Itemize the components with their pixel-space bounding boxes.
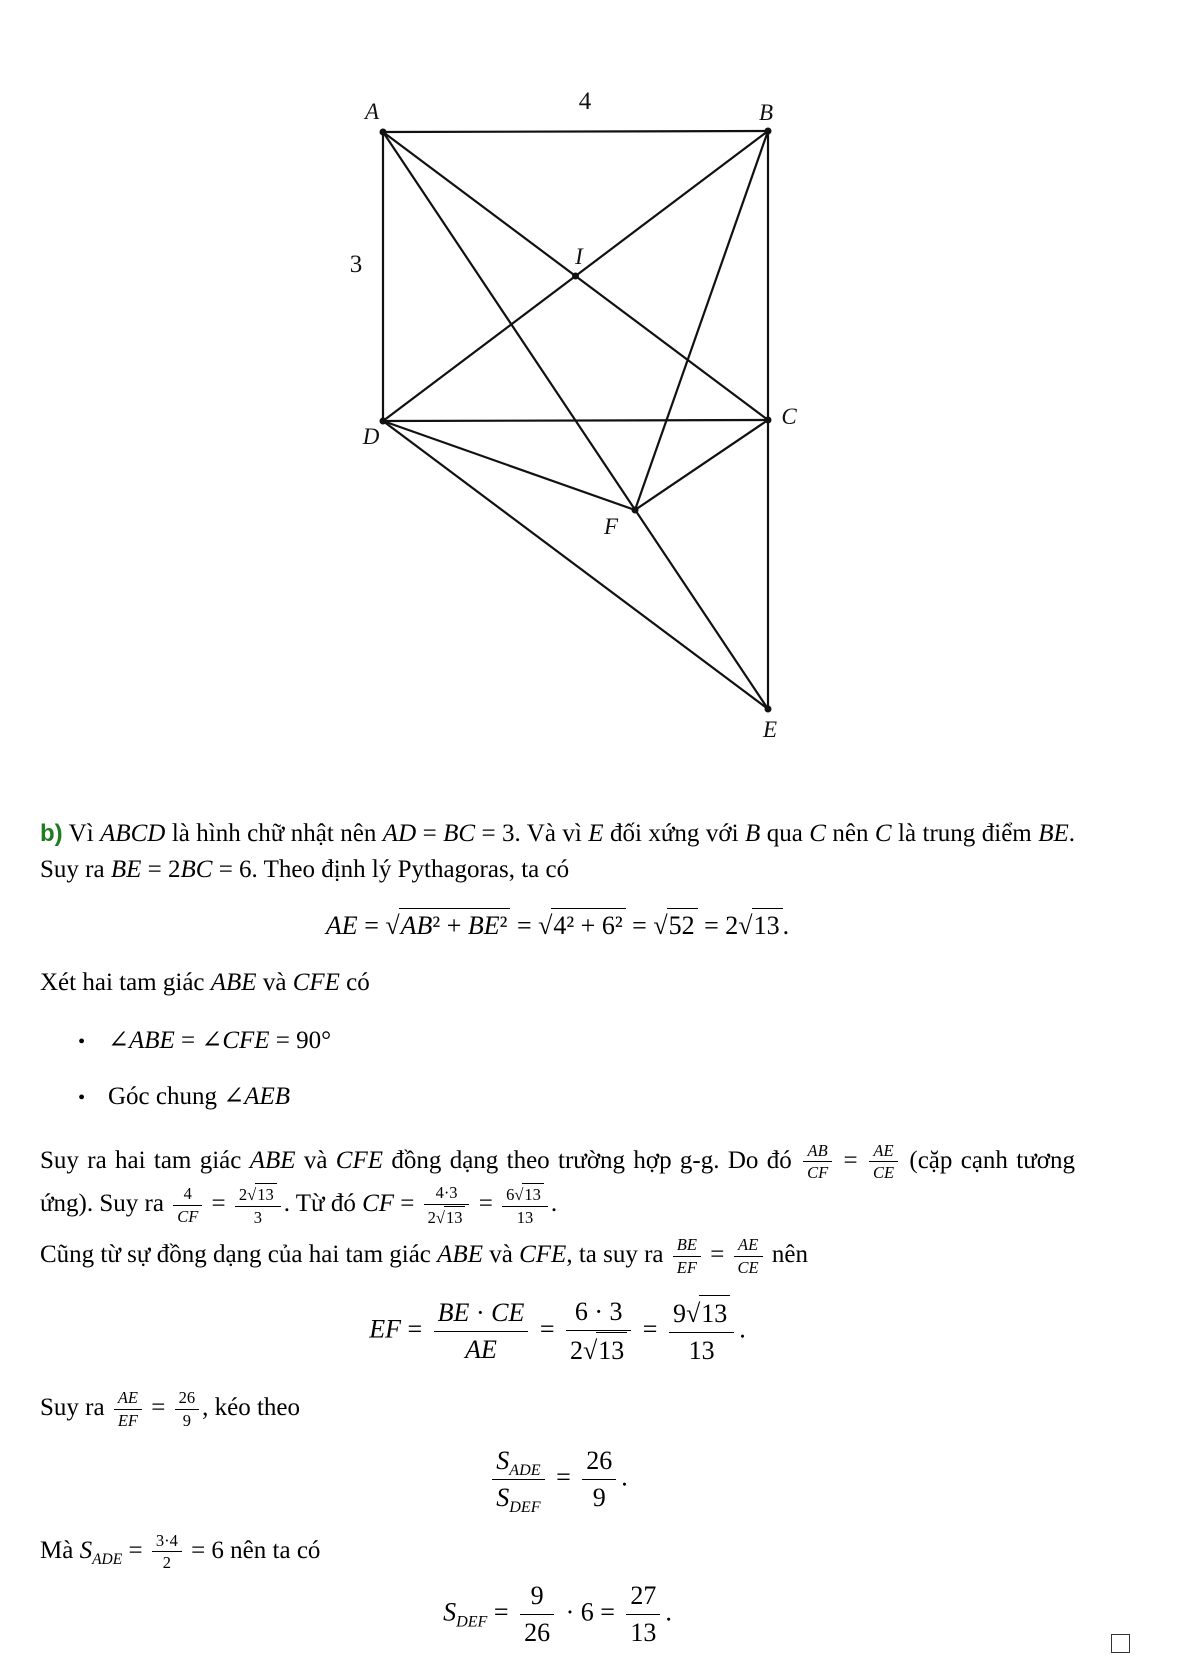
text-run: = <box>394 1189 421 1217</box>
text-run: . <box>665 1597 672 1627</box>
sqrt-radical <box>385 908 510 943</box>
figure-label-I: I <box>575 244 583 269</box>
math-fraction <box>673 1235 701 1277</box>
fraction-denominator <box>235 1207 281 1227</box>
text-run: 2 <box>162 1553 171 1573</box>
text-run: = 2 <box>697 911 739 940</box>
radicand <box>551 908 625 943</box>
math-var: AE <box>117 1388 138 1408</box>
radicand <box>596 1332 627 1368</box>
fraction-denominator <box>673 1257 701 1277</box>
fraction-numerator <box>669 1295 734 1333</box>
text-run: 52 <box>668 911 695 940</box>
math-fraction <box>175 1388 200 1430</box>
text-run: 26 <box>178 1388 196 1408</box>
radical-sign-icon: √ <box>583 1336 598 1365</box>
paragraph-b-text <box>40 820 1075 883</box>
figure-label-A: A <box>364 99 380 124</box>
text-run: (cặp cạnh tương ứng). Suy ra <box>40 1146 1075 1217</box>
math-var: CFE <box>222 1026 270 1054</box>
math-var: BC <box>443 820 476 847</box>
text-run: nên <box>825 820 875 847</box>
point-dot-I <box>572 273 579 280</box>
figure-label-4: 4 <box>578 88 592 115</box>
text-run: = 6 nên ta có <box>184 1536 321 1564</box>
text-run: . <box>782 911 790 940</box>
radicand <box>752 908 783 943</box>
equation-area-ratio <box>40 1444 1075 1515</box>
math-var: ABE <box>437 1240 483 1268</box>
text-run: ² <box>499 911 508 940</box>
math-var: CFE <box>519 1240 567 1268</box>
fraction-denominator <box>492 1480 544 1515</box>
math-var: EF <box>676 1257 697 1277</box>
text-run: Cũng từ sự đồng dạng của hai tam giác <box>40 1240 438 1268</box>
math-fraction <box>114 1388 142 1430</box>
math-fraction <box>626 1579 660 1650</box>
figure-label-B: B <box>758 100 774 125</box>
math-var: BE <box>110 856 142 883</box>
text-run: Suy ra hai tam giác <box>40 1146 250 1174</box>
math-var: AB <box>400 911 433 940</box>
fraction-denominator <box>626 1615 660 1650</box>
text-run: · 6 = <box>559 1597 622 1627</box>
point-dot-A <box>380 129 387 136</box>
text-run: 13 <box>753 911 780 940</box>
math-var: BE <box>467 911 500 940</box>
text-run: 4·3 <box>435 1183 458 1203</box>
fraction-numerator <box>173 1184 202 1205</box>
sqrt-radical <box>738 908 782 943</box>
text-run: có <box>339 968 370 996</box>
radical-sign-icon: √ <box>385 911 400 940</box>
figure-label-F: F <box>603 514 619 539</box>
fraction-denominator <box>869 1162 898 1182</box>
text-run: 9 <box>530 1580 544 1610</box>
figure-label-D: D <box>362 424 380 449</box>
qed-box <box>1111 1634 1130 1653</box>
point-dot-D <box>380 418 387 425</box>
fraction-denominator <box>734 1257 763 1277</box>
sqrt-radical <box>653 908 697 943</box>
math-var: EF <box>369 1314 401 1344</box>
text-run: 4² + 6² <box>553 911 623 940</box>
figure-label-C: C <box>781 404 797 429</box>
math-var: BE <box>437 1298 470 1328</box>
text-run: và <box>256 968 293 996</box>
text-run: 3 <box>253 1207 262 1227</box>
fraction-denominator <box>520 1615 554 1650</box>
text-run: 2 <box>570 1336 584 1365</box>
sqrt-radical <box>583 1332 627 1368</box>
sqrt-radical <box>686 1295 730 1331</box>
math-var: BE <box>676 1235 697 1255</box>
text-run: 26 <box>524 1617 551 1647</box>
math-var: CE <box>737 1257 759 1277</box>
math-var: S <box>496 1482 510 1512</box>
fraction-numerator <box>566 1295 631 1331</box>
radicand <box>667 908 698 943</box>
equation-EF <box>40 1295 1075 1368</box>
text-run: DEF <box>456 1613 488 1631</box>
text-run: = <box>510 911 539 940</box>
paragraph-ma-sade <box>40 1529 1075 1573</box>
text-run: 3·4 <box>155 1530 178 1550</box>
fraction-denominator <box>582 1480 616 1515</box>
math-var: S <box>443 1597 457 1627</box>
fraction-numerator <box>869 1141 898 1162</box>
segment-DF <box>383 421 635 510</box>
text-run: 13 <box>257 1185 274 1205</box>
math-var: AE <box>738 1235 759 1255</box>
text-run: = <box>625 911 654 940</box>
text-run: = <box>401 1314 429 1344</box>
text-run: 6 · 3 <box>574 1297 623 1327</box>
math-var: CFE <box>292 968 340 996</box>
text-run: = <box>145 1393 172 1421</box>
text-run: = <box>205 1189 232 1217</box>
radicand <box>399 908 511 943</box>
math-var: BC <box>180 856 213 883</box>
text-run: 26 <box>586 1446 613 1476</box>
point-dot-F <box>632 507 639 514</box>
math-fraction <box>235 1183 281 1227</box>
text-run: 4 <box>183 1184 192 1204</box>
text-run: = <box>636 1314 664 1344</box>
math-subscript <box>509 1462 540 1479</box>
fraction-numerator <box>424 1183 470 1204</box>
text-run: và <box>295 1146 336 1174</box>
math-fraction <box>869 1141 898 1183</box>
equation-AE <box>40 908 1075 943</box>
text-run: 2 <box>238 1185 248 1205</box>
math-var: ABCD <box>100 820 166 847</box>
fraction-denominator <box>803 1162 832 1182</box>
geometry-figure <box>320 85 810 750</box>
math-fraction <box>424 1183 470 1227</box>
text-run: 9 <box>672 1299 686 1329</box>
math-fraction <box>734 1235 763 1277</box>
text-run: là hình chữ nhật nên <box>165 820 383 847</box>
math-var: CF <box>807 1163 829 1183</box>
math-fraction <box>566 1295 631 1368</box>
fraction-denominator <box>175 1410 200 1430</box>
text-run: qua <box>760 820 810 847</box>
fraction-numerator <box>492 1444 544 1480</box>
radical-sign-icon: √ <box>738 911 753 940</box>
math-var: C <box>874 820 892 847</box>
radical-sign-icon: √ <box>653 911 668 940</box>
math-fraction <box>492 1444 544 1515</box>
math-subscript <box>456 1613 487 1630</box>
text-run: 13 <box>701 1299 728 1329</box>
radicand <box>699 1295 730 1331</box>
math-var: S <box>496 1446 510 1476</box>
math-subscript <box>509 1499 540 1516</box>
text-run: = 6. Theo định lý Pythagoras, ta có <box>212 856 570 883</box>
text-run: Góc chung ∠ <box>108 1082 245 1110</box>
radical-sign-icon: √ <box>685 1299 701 1329</box>
radical-sign-icon: √ <box>435 1207 445 1227</box>
math-var: S <box>79 1536 93 1564</box>
geometry-figure-area <box>0 0 1200 760</box>
math-subscript <box>92 1551 122 1568</box>
math-fraction <box>173 1184 202 1226</box>
bullet-icon: • <box>78 1086 86 1109</box>
bullet-common-angle-text <box>108 1083 290 1110</box>
text-run: 13 <box>688 1336 715 1365</box>
math-var: ABE <box>210 968 257 996</box>
text-run: 13 <box>516 1207 534 1227</box>
fraction-denominator <box>566 1331 631 1368</box>
text-run: 9 <box>592 1482 606 1512</box>
math-var: AEB <box>244 1082 291 1110</box>
text-run: ADE <box>92 1550 123 1568</box>
math-var: AD <box>382 820 417 847</box>
text-run: 13 <box>598 1336 625 1365</box>
text-run: ∠ <box>108 1026 129 1054</box>
fraction-denominator <box>114 1410 142 1430</box>
segment-BF <box>635 131 768 510</box>
text-run: = <box>549 1462 578 1492</box>
math-fraction <box>502 1183 548 1227</box>
text-run: đối xứng với <box>603 820 745 847</box>
text-run: = 2 <box>141 856 181 883</box>
text-run: = 3. Và vì <box>475 820 589 847</box>
text-run: . Từ đó <box>283 1189 363 1217</box>
math-var: BE <box>1038 820 1069 847</box>
text-run: Vì <box>62 820 101 847</box>
text-run: ADE <box>509 1462 541 1480</box>
text-run: = <box>122 1536 149 1564</box>
paragraph-cung-tu <box>40 1233 1075 1277</box>
text-run: = ∠ <box>174 1026 223 1054</box>
math-fraction <box>434 1296 529 1367</box>
math-var: EF <box>117 1410 138 1430</box>
text-run: 9 <box>182 1410 191 1430</box>
bullet-item-angles <box>78 1023 1075 1060</box>
text-run: , ta suy ra <box>566 1240 670 1268</box>
math-var: AE <box>873 1140 894 1160</box>
math-var: ABE <box>128 1026 175 1054</box>
fraction-denominator <box>502 1207 548 1227</box>
math-fraction <box>152 1531 182 1573</box>
fraction-numerator <box>175 1388 200 1409</box>
point-dot-C <box>765 417 772 424</box>
point-dot-B <box>765 128 772 135</box>
text-run: DEF <box>509 1499 541 1517</box>
fraction-numerator <box>152 1531 182 1552</box>
fraction-numerator <box>235 1183 281 1206</box>
solution-text <box>40 816 1075 1649</box>
fraction-denominator <box>424 1205 470 1227</box>
math-var: B <box>744 820 761 847</box>
text-run: 6 <box>506 1185 515 1205</box>
fraction-numerator <box>734 1235 763 1256</box>
text-run: ² + <box>432 911 468 940</box>
fraction-numerator <box>803 1141 832 1162</box>
text-run: đồng dạng theo trường hợp g-g. Do đó <box>383 1146 801 1174</box>
fraction-numerator <box>626 1579 660 1615</box>
paragraph-suy-ra-ratio <box>40 1386 1075 1430</box>
text-run: Xét hai tam giác <box>40 968 211 996</box>
math-fraction <box>520 1579 554 1650</box>
text-run: = <box>472 1189 500 1217</box>
text-run: 2 <box>427 1207 436 1227</box>
fraction-numerator <box>114 1388 142 1409</box>
math-fraction <box>803 1141 832 1183</box>
radical-sign-icon: √ <box>538 911 553 940</box>
math-var: C <box>809 820 826 847</box>
radicand <box>255 1183 277 1204</box>
fraction-numerator <box>502 1183 548 1206</box>
bullet-angles-text <box>108 1027 331 1054</box>
radicand <box>444 1206 466 1227</box>
text-run: = <box>357 911 386 940</box>
radical-sign-icon: √ <box>247 1185 257 1205</box>
text-run: là trung điểm <box>891 820 1039 847</box>
text-run: nên <box>765 1240 808 1268</box>
text-run: = 90° <box>269 1026 332 1054</box>
math-var: CE <box>872 1163 895 1183</box>
sqrt-radical <box>538 908 626 943</box>
text-run: Suy ra <box>40 1393 111 1421</box>
fraction-denominator <box>434 1332 529 1367</box>
math-var: E <box>588 820 604 847</box>
paragraph-part-b <box>40 816 1075 888</box>
text-run: Mà <box>40 1536 80 1564</box>
bullet-icon: • <box>78 1030 86 1053</box>
fraction-denominator <box>173 1206 202 1226</box>
fraction-denominator <box>669 1333 734 1368</box>
text-run: = <box>835 1146 866 1174</box>
text-run: = <box>533 1314 562 1344</box>
math-var: AE <box>325 911 358 940</box>
item-b-marker: b) <box>40 820 63 847</box>
text-run: 13 <box>524 1185 541 1205</box>
text-run: 13 <box>630 1617 657 1647</box>
paragraph-xet <box>40 965 1075 1001</box>
text-run: 13 <box>445 1207 463 1227</box>
radical-sign-icon: √ <box>514 1185 524 1205</box>
text-run: . <box>739 1314 746 1344</box>
text-run: · <box>469 1298 492 1328</box>
text-run: = <box>703 1240 731 1268</box>
figure-label-3: 3 <box>349 251 363 278</box>
text-run: . <box>621 1462 628 1492</box>
fraction-numerator <box>434 1296 529 1332</box>
segment-DE <box>383 421 768 709</box>
segment-CF <box>635 420 768 510</box>
fraction-numerator <box>582 1444 616 1480</box>
math-var: CF <box>177 1206 199 1226</box>
sqrt-radical <box>514 1183 544 1204</box>
text-run: . <box>550 1189 558 1217</box>
text-run: 27 <box>630 1580 657 1610</box>
figure-label-E: E <box>762 717 778 742</box>
text-run: và <box>482 1240 520 1268</box>
paragraph-similarity <box>40 1140 1075 1227</box>
math-var: AE <box>465 1335 497 1364</box>
radicand <box>522 1183 544 1204</box>
fraction-numerator <box>673 1235 701 1256</box>
math-var: AB <box>807 1140 828 1160</box>
math-fraction <box>582 1444 616 1515</box>
sqrt-radical <box>436 1206 466 1227</box>
math-var: ABE <box>249 1146 296 1174</box>
fraction-numerator <box>520 1579 554 1615</box>
point-dot-E <box>765 706 772 713</box>
math-var: CF <box>362 1189 395 1217</box>
text-run: = <box>416 820 444 847</box>
text-run: , kéo theo <box>202 1393 300 1421</box>
fraction-denominator <box>152 1552 182 1572</box>
math-fraction <box>669 1295 734 1368</box>
equation-sdef <box>40 1579 1075 1650</box>
bullet-item-common-angle <box>78 1079 1075 1116</box>
segment-AB <box>383 131 768 132</box>
text-run: = <box>487 1597 516 1627</box>
math-var: CFE <box>335 1146 384 1174</box>
text-run: . Suy ra <box>40 820 1075 883</box>
sqrt-radical <box>247 1183 277 1204</box>
math-var: CE <box>491 1298 525 1328</box>
